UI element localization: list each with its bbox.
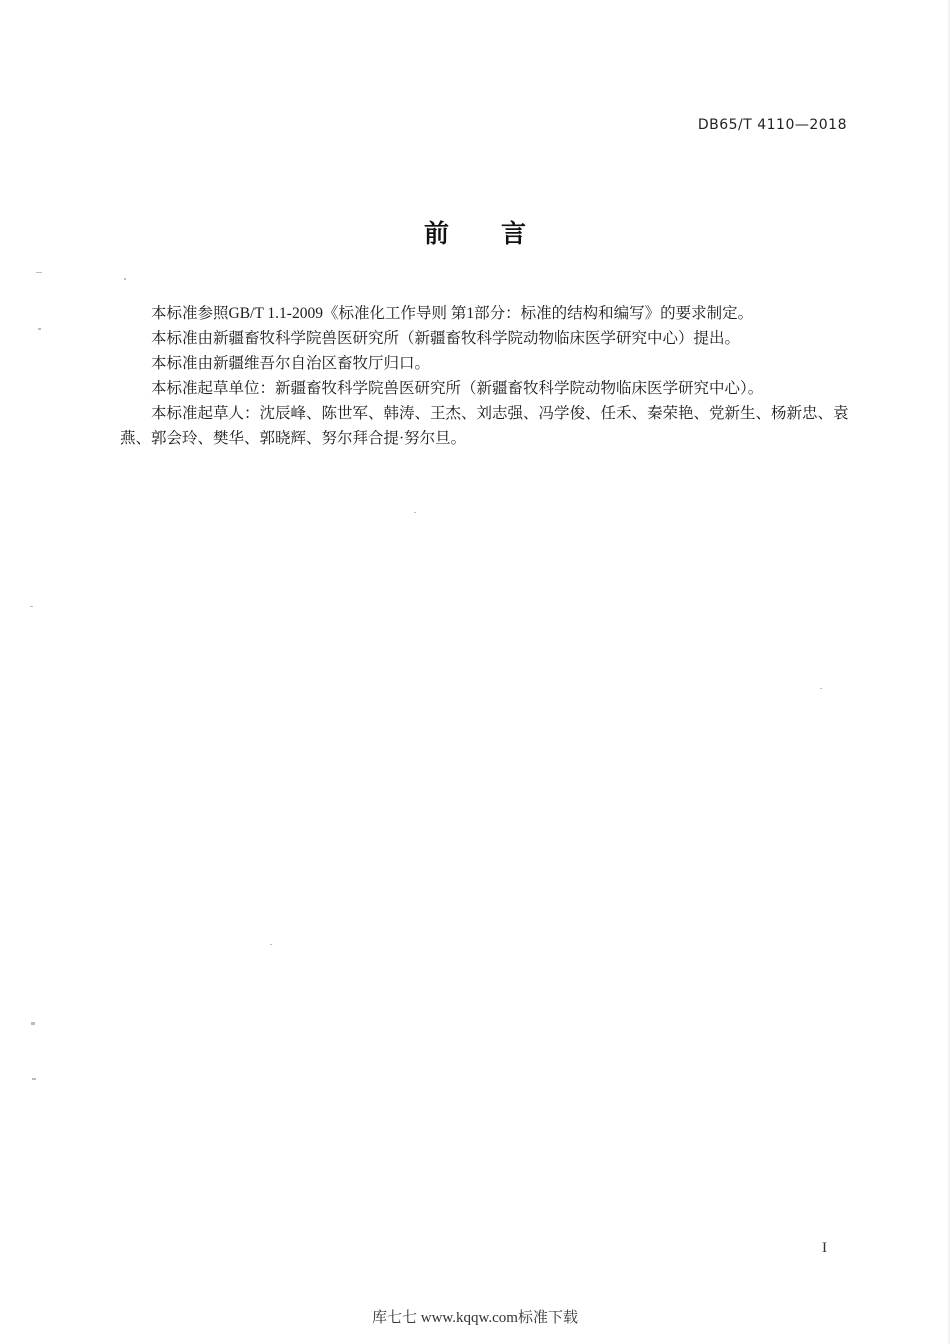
- scan-speck: [36, 272, 42, 273]
- paragraph: 本标准起草人：沈辰峰、陈世军、韩涛、王杰、刘志强、冯学俊、任禾、秦荣艳、党新生、杨新忠、袁燕、郭会玲、樊华、郭晓辉、努尔拜合提·努尔旦。: [120, 405, 849, 447]
- scan-speck: [820, 688, 822, 689]
- section-title: [0, 214, 950, 250]
- paragraph: 本标准参照GB/T 1.1-2009《标准化工作导则 第1部分：标准的结构和编写》的要求制定。: [151, 305, 754, 322]
- document-code: DB65/T 4110—2018: [697, 117, 847, 133]
- foreword-body: [120, 301, 860, 451]
- scan-speck: [32, 1078, 36, 1080]
- scan-speck: [270, 944, 272, 945]
- title-char: 言: [501, 219, 527, 248]
- page-number: I: [822, 1240, 827, 1256]
- scan-speck: [38, 328, 41, 330]
- scan-speck: [124, 278, 126, 280]
- paragraph: 本标准由新疆维吾尔自治区畜牧厅归口。: [151, 355, 431, 372]
- paragraph: 本标准由新疆畜牧科学院兽医研究所（新疆畜牧科学院动物临床医学研究中心）提出。: [151, 330, 741, 347]
- title-char: 前: [423, 219, 449, 248]
- scan-speck: [414, 512, 416, 513]
- footer-watermark: 库七七 www.kqqw.com标准下载: [372, 1310, 578, 1326]
- scan-speck: [30, 606, 33, 607]
- paragraph: 本标准起草单位：新疆畜牧科学院兽医研究所（新疆畜牧科学院动物临床医学研究中心）。: [151, 380, 764, 397]
- scan-speck: [31, 1022, 35, 1025]
